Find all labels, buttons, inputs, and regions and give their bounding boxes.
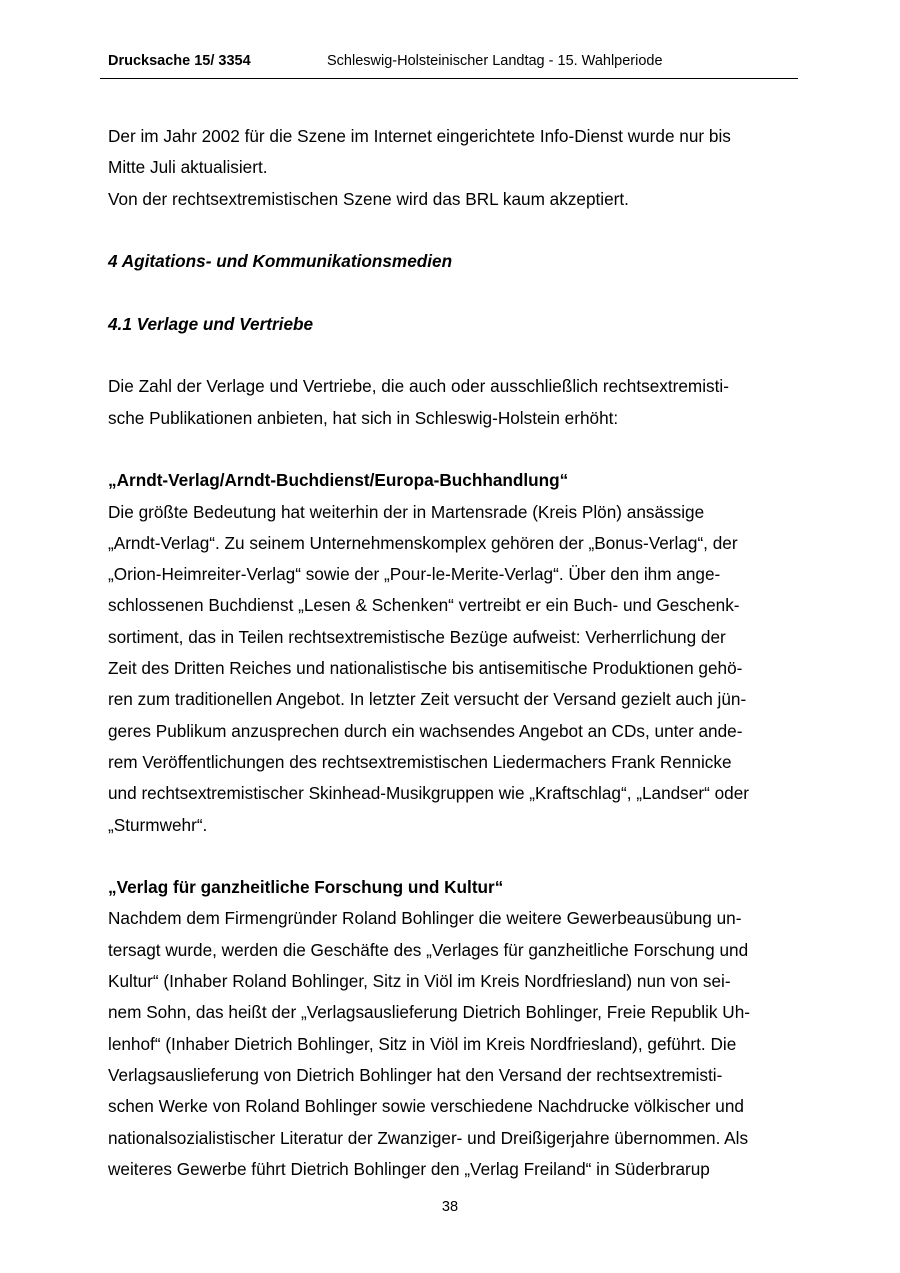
text-line: Mitte Juli aktualisiert. — [108, 157, 268, 178]
text-line: ren zum traditionellen Angebot. In letzter Zeit versucht der Versand gezielt auch jün- — [108, 689, 747, 710]
text-line: nem Sohn, das heißt der „Verlagsauslieferung Dietrich Bohlinger, Freie Republik Uh- — [108, 1002, 750, 1023]
document-body — [108, 121, 794, 1185]
text-line: „Orion-Heimreiter-Verlag“ sowie der „Pour-le-Merite-Verlag“. Über den ihm ange- — [108, 564, 721, 585]
text-line: sche Publikationen anbieten, hat sich in Schleswig-Holstein erhöht: — [108, 407, 619, 428]
text-line: Verlagsauslieferung von Dietrich Bohlinger hat den Versand der rechtsextremisti- — [108, 1064, 723, 1085]
bohlinger-paragraph — [108, 903, 794, 1185]
text-line: „Sturmwehr“. — [108, 814, 208, 835]
text-line: Der im Jahr 2002 für die Szene im Internet eingerichtete Info-Dienst wurde nur bis — [108, 126, 731, 146]
text-line: Von der rechtsextremistischen Szene wird das BRL kaum akzeptiert. — [108, 188, 629, 209]
text-line: weiteres Gewerbe führt Dietrich Bohlinger den „Verlag Freiland“ in Süderbrarup — [108, 1158, 710, 1179]
header-title: Schleswig-Holsteinischer Landtag - 15. Wahlperiode — [327, 53, 663, 69]
text-line: schen Werke von Roland Bohlinger sowie verschiedene Nachdrucke völkischer und — [108, 1096, 744, 1117]
text-line: und rechtsextremistischer Skinhead-Musikgruppen wie „Kraftschlag“, „Landser“ oder — [108, 783, 749, 804]
bohlinger-heading: „Verlag für ganzheitliche Forschung und Kultur“ — [108, 877, 504, 898]
document-number: Drucksache 15/ 3354 — [108, 53, 251, 69]
text-line: schlossenen Buchdienst „Lesen & Schenken“ vertreibt er ein Buch- und Geschenk- — [108, 595, 740, 616]
text-line: „Arndt-Verlag“. Zu seinem Unternehmenskomplex gehören der „Bonus-Verlag“, der — [108, 532, 738, 553]
text-line: Die größte Bedeutung hat weiterhin der in Martensrade (Kreis Plön) ansässige — [108, 501, 705, 522]
arndt-heading: „Arndt-Verlag/Arndt-Buchdienst/Europa-Buchhandlung“ — [108, 470, 569, 491]
page-header — [100, 52, 798, 79]
page-number: 38 — [441, 1199, 459, 1215]
text-line: lenhof“ (Inhaber Dietrich Bohlinger, Sitz in Viöl im Kreis Nordfriesland), geführt. Die — [108, 1033, 737, 1054]
text-line: Die Zahl der Verlage und Vertriebe, die auch oder ausschließlich rechtsextremisti- — [108, 376, 729, 397]
text-line: Zeit des Dritten Reiches und nationalistische bis antisemitische Produktionen gehö- — [108, 658, 743, 679]
text-line: Kultur“ (Inhaber Roland Bohlinger, Sitz in Viöl im Kreis Nordfriesland) nun von sei- — [108, 971, 731, 992]
section-heading-4-1: 4.1 Verlage und Vertriebe — [108, 313, 314, 334]
section-heading-4: 4 Agitations- und Kommunikationsmedien — [108, 251, 453, 272]
text-line: nationalsozialistischer Literatur der Zwanziger- und Dreißigerjahre übernommen. Als — [108, 1127, 749, 1148]
text-line: sortiment, das in Teilen rechtsextremistische Bezüge aufweist: Verherrlichung der — [108, 626, 726, 647]
text-line: geres Publikum anzusprechen durch ein wachsendes Angebot an CDs, unter ande- — [108, 720, 743, 741]
text-line: rem Veröffentlichungen des rechtsextremistischen Liedermachers Frank Rennicke — [108, 751, 732, 772]
text-line: Nachdem dem Firmengründer Roland Bohlinger die weitere Gewerbeausübung un- — [108, 908, 742, 929]
section-4-1-paragraph — [108, 371, 794, 434]
intro-paragraph — [108, 121, 794, 215]
text-line: tersagt wurde, werden die Geschäfte des „Verlages für ganzheitliche Forschung und — [108, 939, 749, 960]
arndt-paragraph — [108, 497, 794, 841]
